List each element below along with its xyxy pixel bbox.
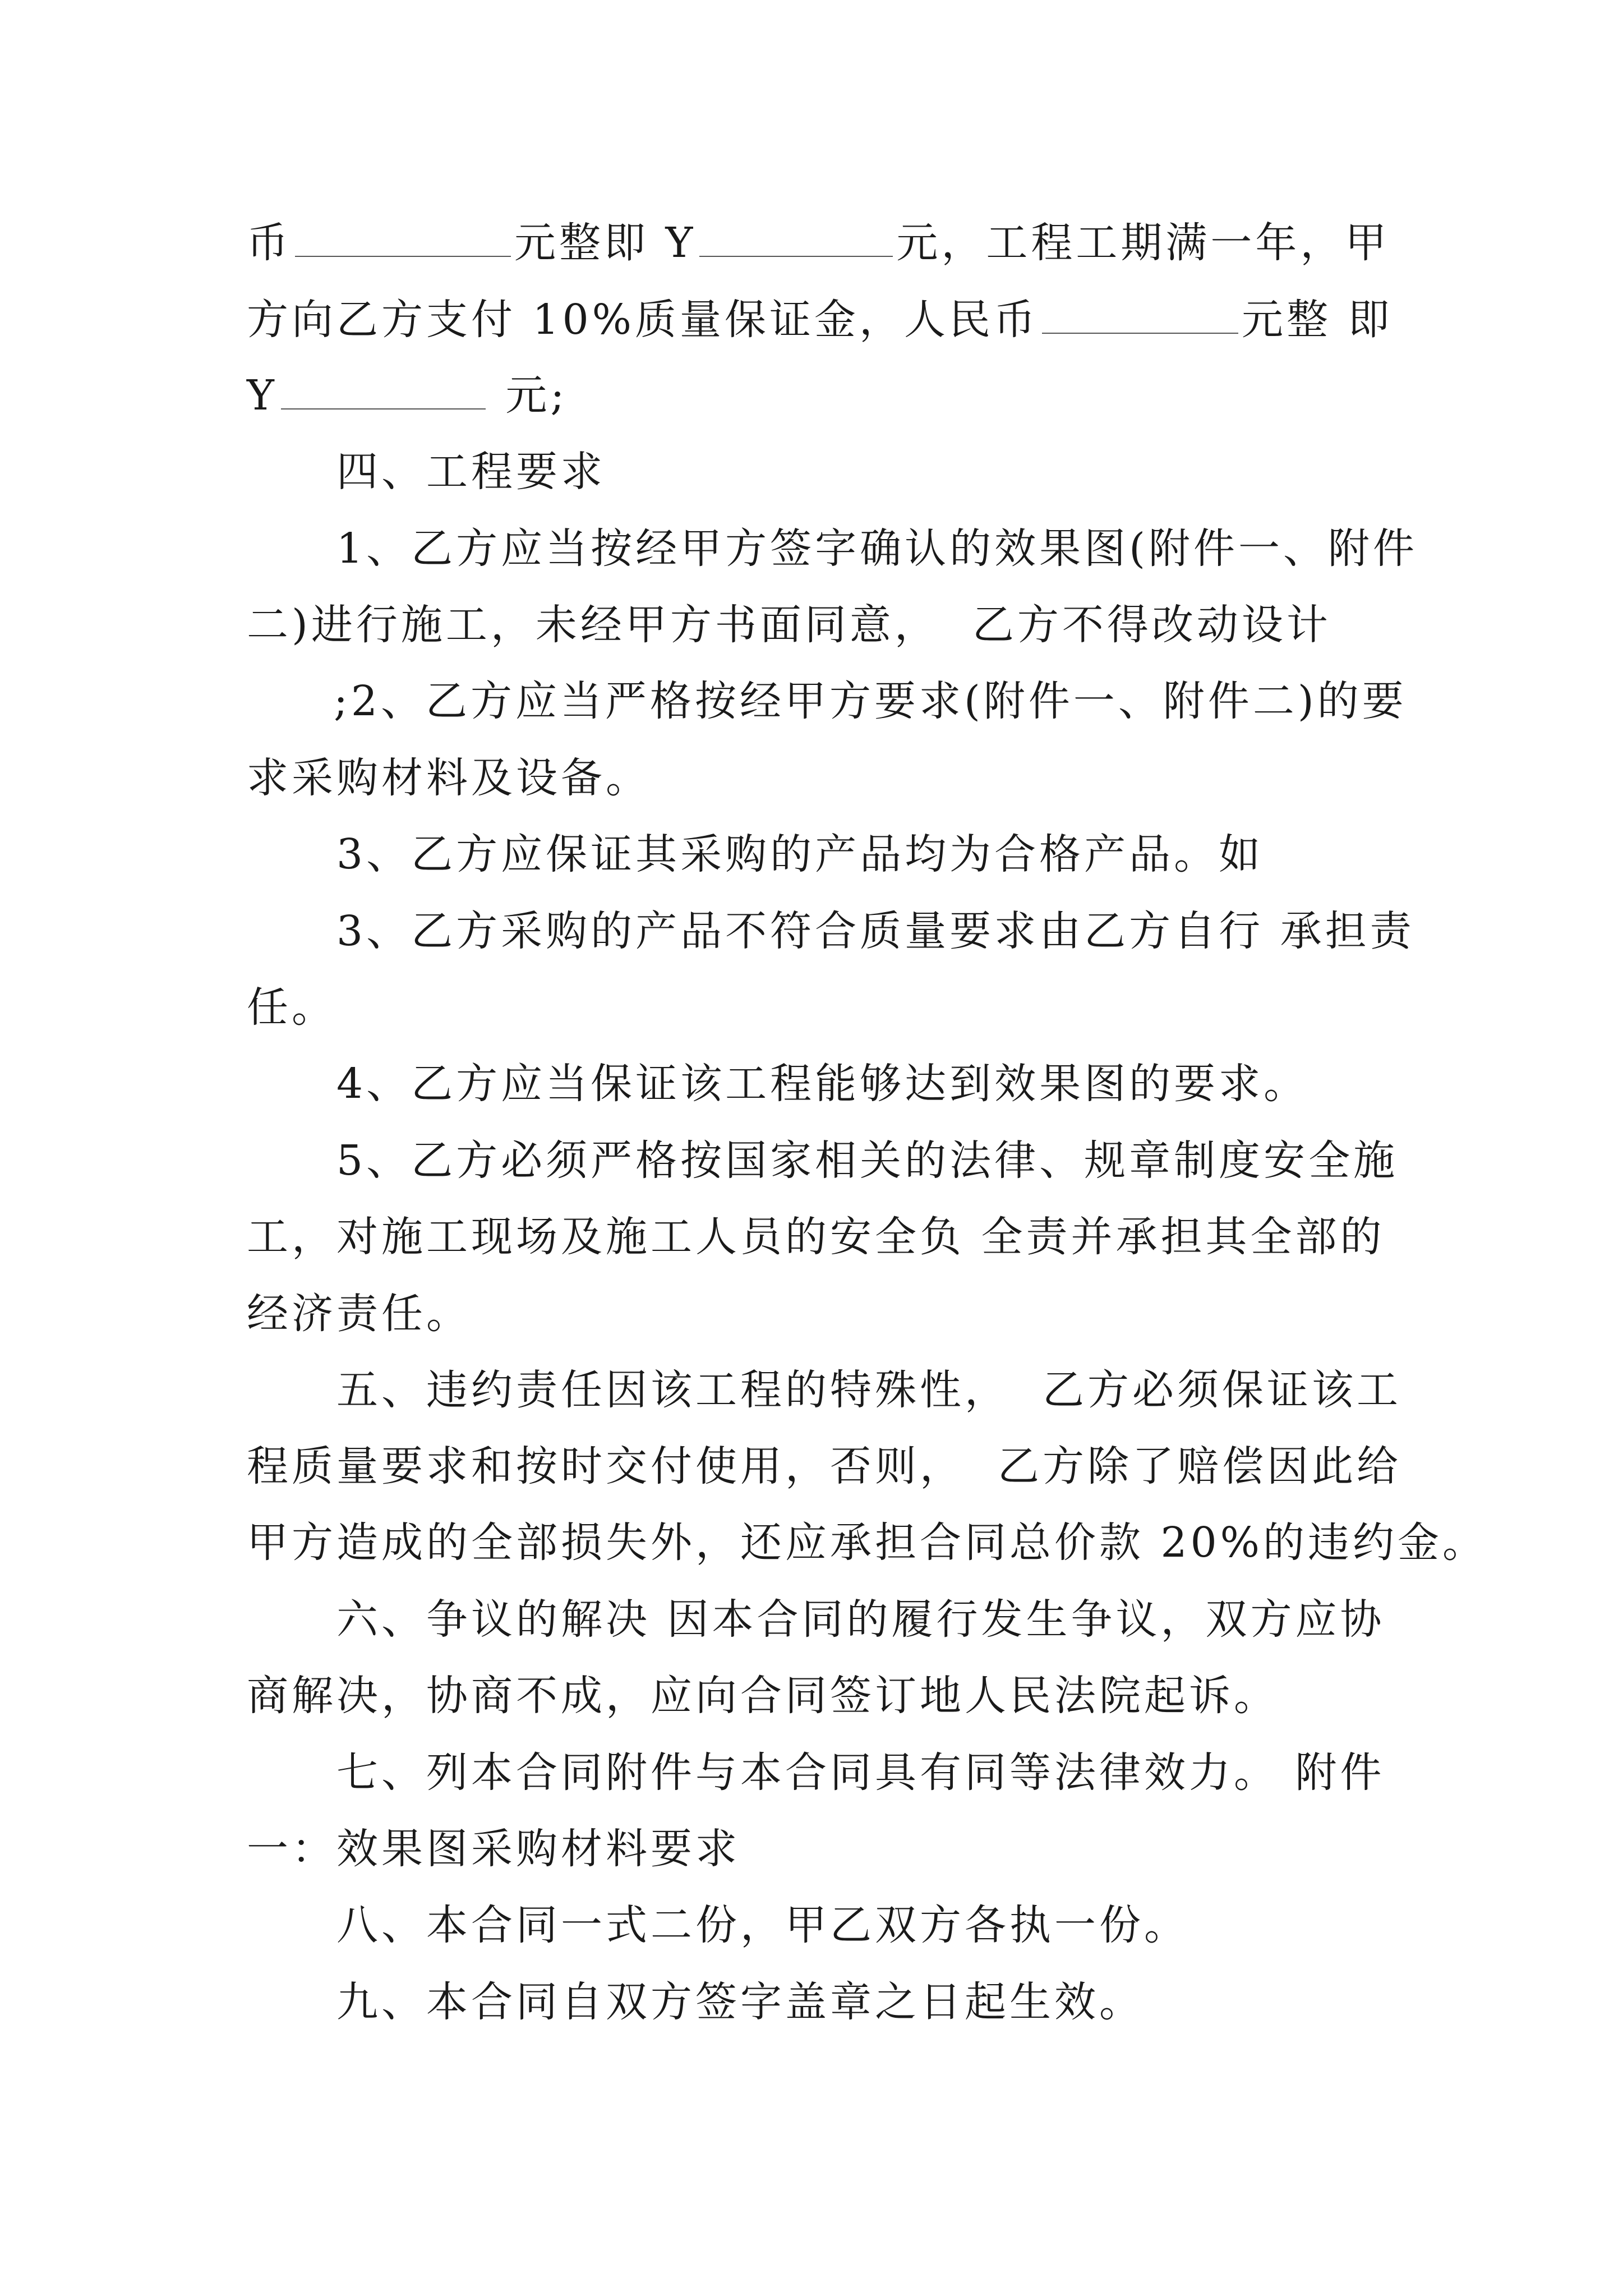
text-fragment: 币 <box>247 219 292 267</box>
text-line: 工，对施工现场及施工人员的安全负 全责并承担其全部的 <box>247 1213 1385 1261</box>
text-line <box>247 292 1393 348</box>
text-line: 二)进行施工，未经甲方书面同意， 乙方不得改动设计 <box>247 601 1331 649</box>
text-line: 商解决，协商不成，应向合同签订地人民法院起诉。 <box>247 1672 1279 1720</box>
text-line: 求采购材料及设备。 <box>247 754 651 802</box>
text-fragment: Y <box>247 371 278 420</box>
text-line: 5、乙方必须严格按国家相关的法律、规章制度安全施 <box>336 1137 1399 1185</box>
section-heading: 五、违约责任因该工程的特殊性， 乙方必须保证该工 <box>336 1366 1402 1414</box>
section-heading: 八、本合同一式二份，甲乙双方各执一份。 <box>336 1901 1189 1949</box>
fill-blank <box>1042 297 1238 334</box>
text-fragment: 元整即 Y <box>514 219 697 267</box>
text-fragment: 方向乙方支付 10%质量保证金，人民币 <box>247 296 1039 344</box>
text-line <box>247 215 1390 271</box>
text-line: 任。 <box>247 983 336 1032</box>
text-line: 3、乙方应保证其采购的产品均为合格产品。如 <box>336 830 1264 878</box>
text-line <box>247 367 568 424</box>
section-heading: 九、本合同自双方签字盖章之日起生效。 <box>336 1978 1144 2026</box>
text-fragment: 元，工程工期满一年，甲 <box>896 219 1390 267</box>
fill-blank <box>281 372 486 409</box>
text-line: 一：效果图采购材料要求 <box>247 1825 740 1873</box>
text-fragment: 元; <box>488 371 568 420</box>
section-heading: 四、工程要求 <box>336 448 606 496</box>
text-line: ;2、乙方应当严格按经甲方要求(附件一、附件二)的要 <box>334 677 1407 725</box>
fill-blank <box>699 220 893 257</box>
section-heading: 六、争议的解决 因本合同的履行发生争议，双方应协 <box>336 1595 1385 1644</box>
text-line: 3、乙方采购的产品不符合质量要求由乙方自行 承担责 <box>336 907 1415 955</box>
fill-blank <box>295 220 511 257</box>
text-line: 1、乙方应当按经甲方签字确认的效果图(附件一、附件 <box>336 524 1418 573</box>
section-heading: 七、列本合同附件与本合同具有同等法律效力。 附件 <box>336 1749 1385 1797</box>
text-line: 甲方造成的全部损失外，还应承担合同总价款 20%的违约金。 <box>247 1519 1487 1567</box>
text-fragment: 元整 即 <box>1242 296 1393 344</box>
text-line: 4、乙方应当保证该工程能够达到效果图的要求。 <box>336 1060 1309 1108</box>
text-line: 程质量要求和按时交付使用，否则， 乙方除了赔偿因此给 <box>247 1442 1402 1490</box>
text-line: 经济责任。 <box>247 1290 471 1338</box>
